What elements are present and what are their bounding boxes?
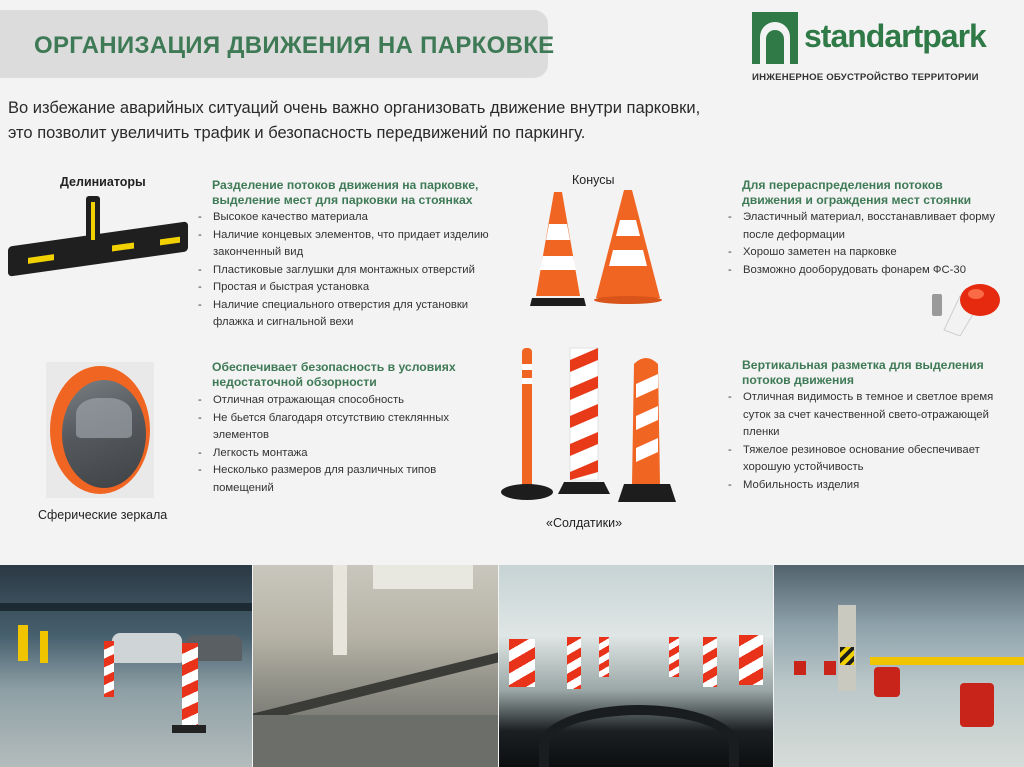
cones-features [728,209,1018,279]
parking-photo-1 [0,565,252,767]
list-item: - Мобильность изделия [728,477,1018,495]
parking-photo-4 [774,565,1024,767]
mirrors-title: Обеспечивает безопасность в условиях недостаточной обзорности [212,360,456,389]
list-item: - Несколько размеров для различных типов помещений [198,462,458,497]
soldiers-image [500,344,690,516]
delineators-caption: Делиниаторы [60,175,146,189]
list-item: - Пластиковые заглушки для монтажных отверстий [198,262,508,280]
list-item: - Эластичный материал, восстанавливает форму после деформации [728,209,1018,244]
mirrors-caption: Сферические зеркала [38,508,168,522]
photo-strip [0,565,1024,767]
delineators-title: Разделение потоков движения на парковке, выделение мест для парковки на стоянках [212,178,479,207]
list-item: - Не бьется благодаря отсутствию стеклянных элементов [198,410,458,445]
soldiers-features [728,389,1018,494]
spherical-mirror-image [46,362,154,498]
cones-title: Для перераспределения потоков движения и ограждения мест стоянки [742,178,972,207]
mirrors-features [198,392,458,497]
brand-logo [752,12,992,92]
list-item: - Легкость монтажа [198,445,458,463]
soldiers-caption: «Солдатики» [546,516,623,530]
cones-image [524,186,670,312]
list-item: - Отличная отражающая способность [198,392,458,410]
list-item: - Отличная видимость в темное и светлое время суток за счет качественной свето-отражающей пленки [728,389,1018,442]
page-title: ОРГАНИЗАЦИЯ ДВИЖЕНИЯ НА ПАРКОВКЕ [34,32,555,59]
list-item: - Высокое качество материала [198,209,508,227]
list-item: - Хорошо заметен на парковке [728,244,1018,262]
delineator-image [8,190,192,282]
soldiers-title: Вертикальная разметка для выделения потоков движения [742,358,984,387]
list-item: - Простая и быстрая установка [198,279,508,297]
delineators-features [198,209,508,332]
brand-tagline: ИНЖЕНЕРНОЕ ОБУСТРОЙСТВО ТЕРРИТОРИИ [752,72,979,83]
arch-logo-icon [752,12,798,64]
intro-paragraph: Во избежание аварийных ситуаций очень важно организовать движение внутри парковки, это позволит увеличить трафик и безопасность передвижений по паркингу. [8,99,701,142]
list-item: - Наличие концевых элементов, что придает изделию законченный вид [198,227,508,262]
list-item: - Тяжелое резиновое основание обеспечивает хорошую устойчивость [728,442,1018,477]
warning-lamp-image [930,278,1004,336]
title-bar [0,10,555,78]
list-item: - Возможно дооборудовать фонарем ФС-30 [728,262,1018,280]
parking-photo-3 [499,565,773,767]
parking-photo-2 [253,565,498,767]
list-item: - Наличие специального отверстия для установки флажка и сигнальной вехи [198,297,508,332]
cones-caption: Конусы [572,173,615,187]
brand-name: standartpark [804,18,986,54]
